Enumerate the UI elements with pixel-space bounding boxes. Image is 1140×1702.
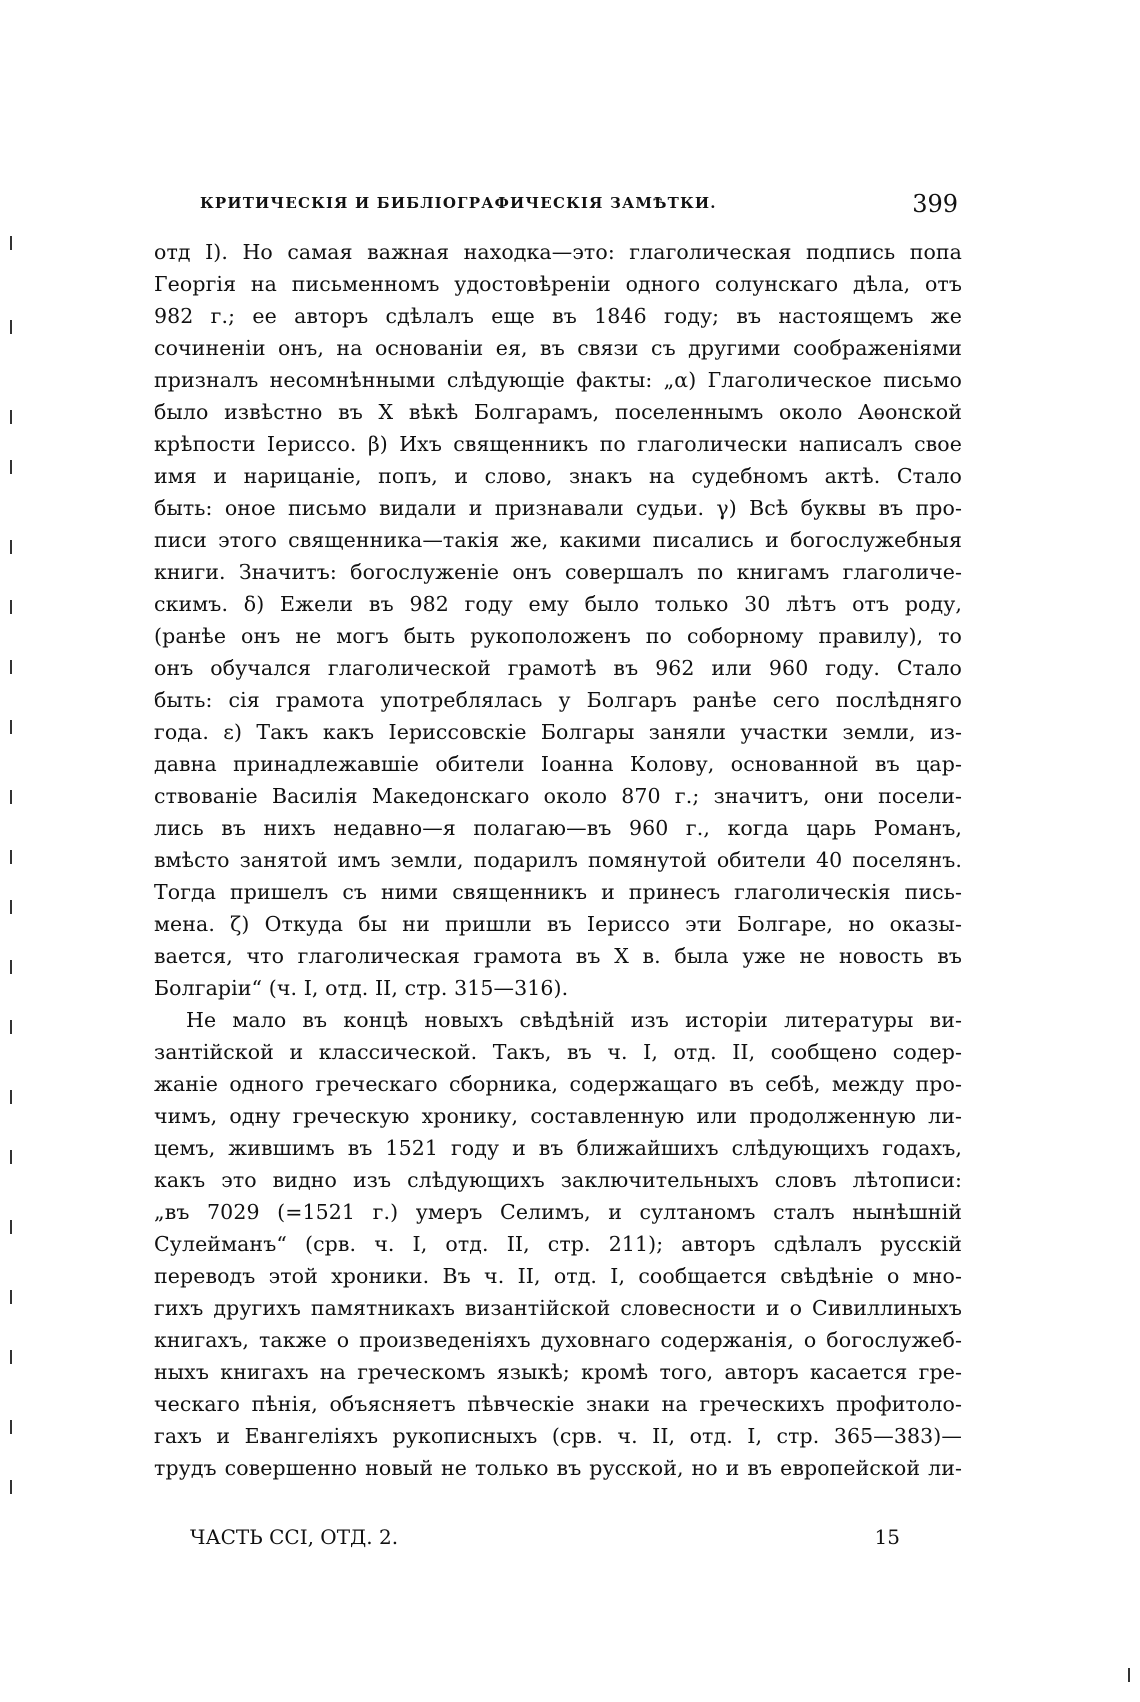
text-line: Болгаріи“ (ч. I, отд. II, стр. 315—316). bbox=[154, 976, 569, 1000]
text-line: быть: оное письмо видали и признавали судьи. γ) Всѣ буквы въ про- bbox=[154, 496, 962, 520]
scan-mark bbox=[10, 600, 12, 614]
text-line: давна принадлежавшіе обители Іоанна Колову, основанной въ цар- bbox=[154, 752, 962, 776]
text-line: вмѣсто занятой имъ земли, подарилъ помянутой обители 40 поселянъ. bbox=[154, 848, 962, 872]
text-line: цемъ, жившимъ въ 1521 году и въ ближайшихъ слѣдующихъ годахъ, bbox=[154, 1136, 962, 1160]
text-line: имя и нарицаніе, попъ, и слово, знакъ на судебномъ актѣ. Стало bbox=[154, 464, 962, 488]
scan-mark bbox=[10, 1150, 12, 1164]
text-line: Не мало въ концѣ новыхъ свѣдѣній изъ исторіи литературы ви- bbox=[186, 1008, 962, 1032]
text-line: Георгія на письменномъ удостовѣреніи одного солунскаго дѣла, отъ bbox=[154, 272, 962, 296]
text-line: вается, что глаголическая грамота въ X в. была уже не новость въ bbox=[154, 944, 962, 968]
left-margin-scan-marks bbox=[0, 0, 30, 1702]
text-line: чимъ, одну греческую хронику, составленную или продолженную ли- bbox=[154, 1104, 962, 1128]
text-line: какъ это видно изъ слѣдующихъ заключительныхъ словъ лѣтописи: bbox=[154, 1168, 962, 1192]
text-line: ческаго пѣнія, объясняетъ пѣвческіе знаки на греческихъ профитоло- bbox=[154, 1392, 962, 1416]
text-line: писи этого священника—такія же, какими писались и богослужебныя bbox=[154, 528, 962, 552]
text-line: лись въ нихъ недавно—я полагаю—въ 960 г., когда царь Романъ, bbox=[154, 816, 962, 840]
scan-mark bbox=[10, 850, 12, 864]
running-title: КРИТИЧЕСКІЯ И БИБЛІОГРАФИЧЕСКІЯ ЗАМѢТКИ. bbox=[200, 194, 717, 212]
text-line: (ранѣе онъ не могъ быть рукоположенъ по соборному правилу), то bbox=[154, 624, 962, 648]
text-line: было извѣстно въ X вѣкѣ Болгарамъ, поселеннымъ около Аѳонской bbox=[154, 400, 962, 424]
scan-mark bbox=[10, 660, 12, 674]
text-line: 982 г.; ее авторъ сдѣлалъ еще въ 1846 году; въ настоящемъ же bbox=[154, 304, 962, 328]
text-line: ныхъ книгахъ на греческомъ языкѣ; кромѣ того, авторъ касается гре- bbox=[154, 1360, 962, 1384]
text-line: гихъ другихъ памятникахъ византійской словесности и о Сивиллиныхъ bbox=[154, 1296, 962, 1320]
text-line: книгахъ, также о произведеніяхъ духовнаго содержанія, о богослужеб- bbox=[154, 1328, 962, 1352]
text-line: жаніе одного греческаго сборника, содержащаго въ себѣ, между про- bbox=[154, 1072, 962, 1096]
scan-mark bbox=[10, 790, 12, 804]
signature-number: 15 bbox=[874, 1525, 900, 1549]
text-line: ствованіе Василія Македонскаго около 870 г.; значитъ, они посели- bbox=[154, 784, 962, 808]
text-line: года. ε) Такъ какъ Іериссовскіе Болгары заняли участки земли, из- bbox=[154, 720, 962, 744]
scan-mark bbox=[10, 460, 12, 474]
text-line: книги. Значитъ: богослуженіе онъ совершалъ по книгамъ глаголиче- bbox=[154, 560, 962, 584]
running-head bbox=[200, 190, 958, 224]
text-line: быть: сія грамота употреблялась у Болгаръ ранѣе сего послѣдняго bbox=[154, 688, 962, 712]
text-line: трудъ совершенно новый не только въ русской, но и въ европейской ли- bbox=[154, 1456, 962, 1480]
scan-mark bbox=[10, 1350, 12, 1364]
text-line: зантійской и классической. Такъ, въ ч. I, отд. II, сообщено содер- bbox=[154, 1040, 962, 1064]
scan-mark bbox=[10, 410, 12, 424]
text-line: мена. ζ) Откуда бы ни пришли въ Іериссо эти Болгаре, но оказы- bbox=[154, 912, 962, 936]
text-line: переводъ этой хроники. Въ ч. II, отд. I, сообщается свѣдѣніе о мно- bbox=[154, 1264, 962, 1288]
text-line: „въ 7029 (=1521 г.) умеръ Селимъ, и султаномъ сталъ нынѣшній bbox=[154, 1200, 962, 1224]
scan-mark bbox=[10, 1090, 12, 1104]
text-body bbox=[154, 236, 962, 1484]
scan-mark bbox=[10, 320, 12, 334]
text-line: сочиненіи онъ, на основаніи ея, въ связи съ другими соображеніями bbox=[154, 336, 962, 360]
scan-mark bbox=[10, 236, 12, 250]
text-line: Сулейманъ“ (срв. ч. I, отд. II, стр. 211); авторъ сдѣлалъ русскій bbox=[154, 1232, 962, 1256]
scan-mark bbox=[10, 1420, 12, 1434]
page-number: 399 bbox=[912, 190, 958, 218]
text-line: призналъ несомнѣнными слѣдующіе факты: „α) Глаголическое письмо bbox=[154, 368, 962, 392]
edge-scan-mark bbox=[1128, 1668, 1130, 1682]
text-line: онъ обучался глаголической грамотѣ въ 962 или 960 году. Стало bbox=[154, 656, 962, 680]
signature-mark: ЧАСТЬ CCI, ОТД. 2. bbox=[190, 1525, 399, 1549]
scan-mark bbox=[10, 540, 12, 554]
scan-mark bbox=[10, 960, 12, 974]
scan-mark bbox=[10, 1290, 12, 1304]
scan-mark bbox=[10, 1020, 12, 1034]
scan-mark bbox=[10, 1480, 12, 1494]
text-line: гахъ и Евангеліяхъ рукописныхъ (срв. ч. II, отд. I, стр. 365—383)— bbox=[154, 1424, 962, 1448]
scan-mark bbox=[10, 720, 12, 734]
text-line: скимъ. δ) Ежели въ 982 году ему было только 30 лѣтъ отъ роду, bbox=[154, 592, 962, 616]
scan-mark bbox=[10, 900, 12, 914]
text-line: отд I). Но самая важная находка—это: глаголическая подпись попа bbox=[154, 240, 962, 264]
scan-mark bbox=[10, 1220, 12, 1234]
signature-line bbox=[190, 1525, 900, 1557]
text-line: крѣпости Іериссо. β) Ихъ священникъ по глаголически написалъ свое bbox=[154, 432, 962, 456]
text-line: Тогда пришелъ съ ними священникъ и принесъ глаголическія пись- bbox=[154, 880, 962, 904]
